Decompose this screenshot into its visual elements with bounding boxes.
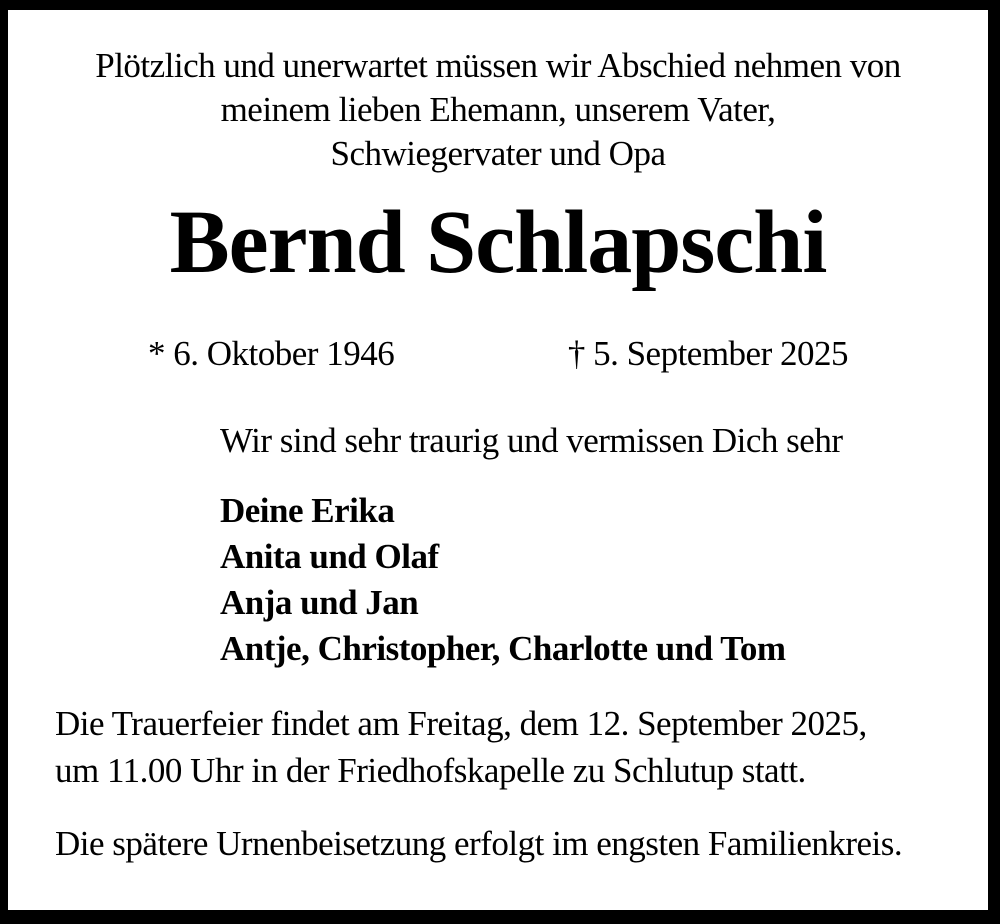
funeral-info-line: Die Trauerfeier findet am Freitag, dem 12. September 2025, xyxy=(55,704,867,743)
intro-line: Plötzlich und unerwartet müssen wir Abschied nehmen von xyxy=(95,46,901,85)
intro-line: meinem lieben Ehemann, unserem Vater, xyxy=(220,90,776,129)
death-date: † 5. September 2025 xyxy=(567,334,848,373)
family-names xyxy=(220,488,988,672)
mourning-text: Wir sind sehr traurig und vermissen Dich sehr xyxy=(220,421,843,460)
family-name-line: Deine Erika xyxy=(220,491,395,530)
deceased-name: Bernd Schlapschi xyxy=(169,193,827,292)
funeral-info xyxy=(55,700,955,794)
funeral-info-line: um 11.00 Uhr in der Friedhofskapelle zu Schlutup statt. xyxy=(55,751,806,790)
burial-info: Die spätere Urnenbeisetzung erfolgt im engsten Familienkreis. xyxy=(55,824,903,863)
intro-line: Schwiegervater und Opa xyxy=(330,134,666,173)
intro-text xyxy=(8,44,988,176)
family-name-line: Anja und Jan xyxy=(220,583,419,622)
family-name-line: Anita und Olaf xyxy=(220,537,439,576)
birth-date: * 6. Oktober 1946 xyxy=(148,334,395,373)
life-dates xyxy=(148,330,848,377)
family-name-line: Antje, Christopher, Charlotte und Tom xyxy=(220,629,786,668)
